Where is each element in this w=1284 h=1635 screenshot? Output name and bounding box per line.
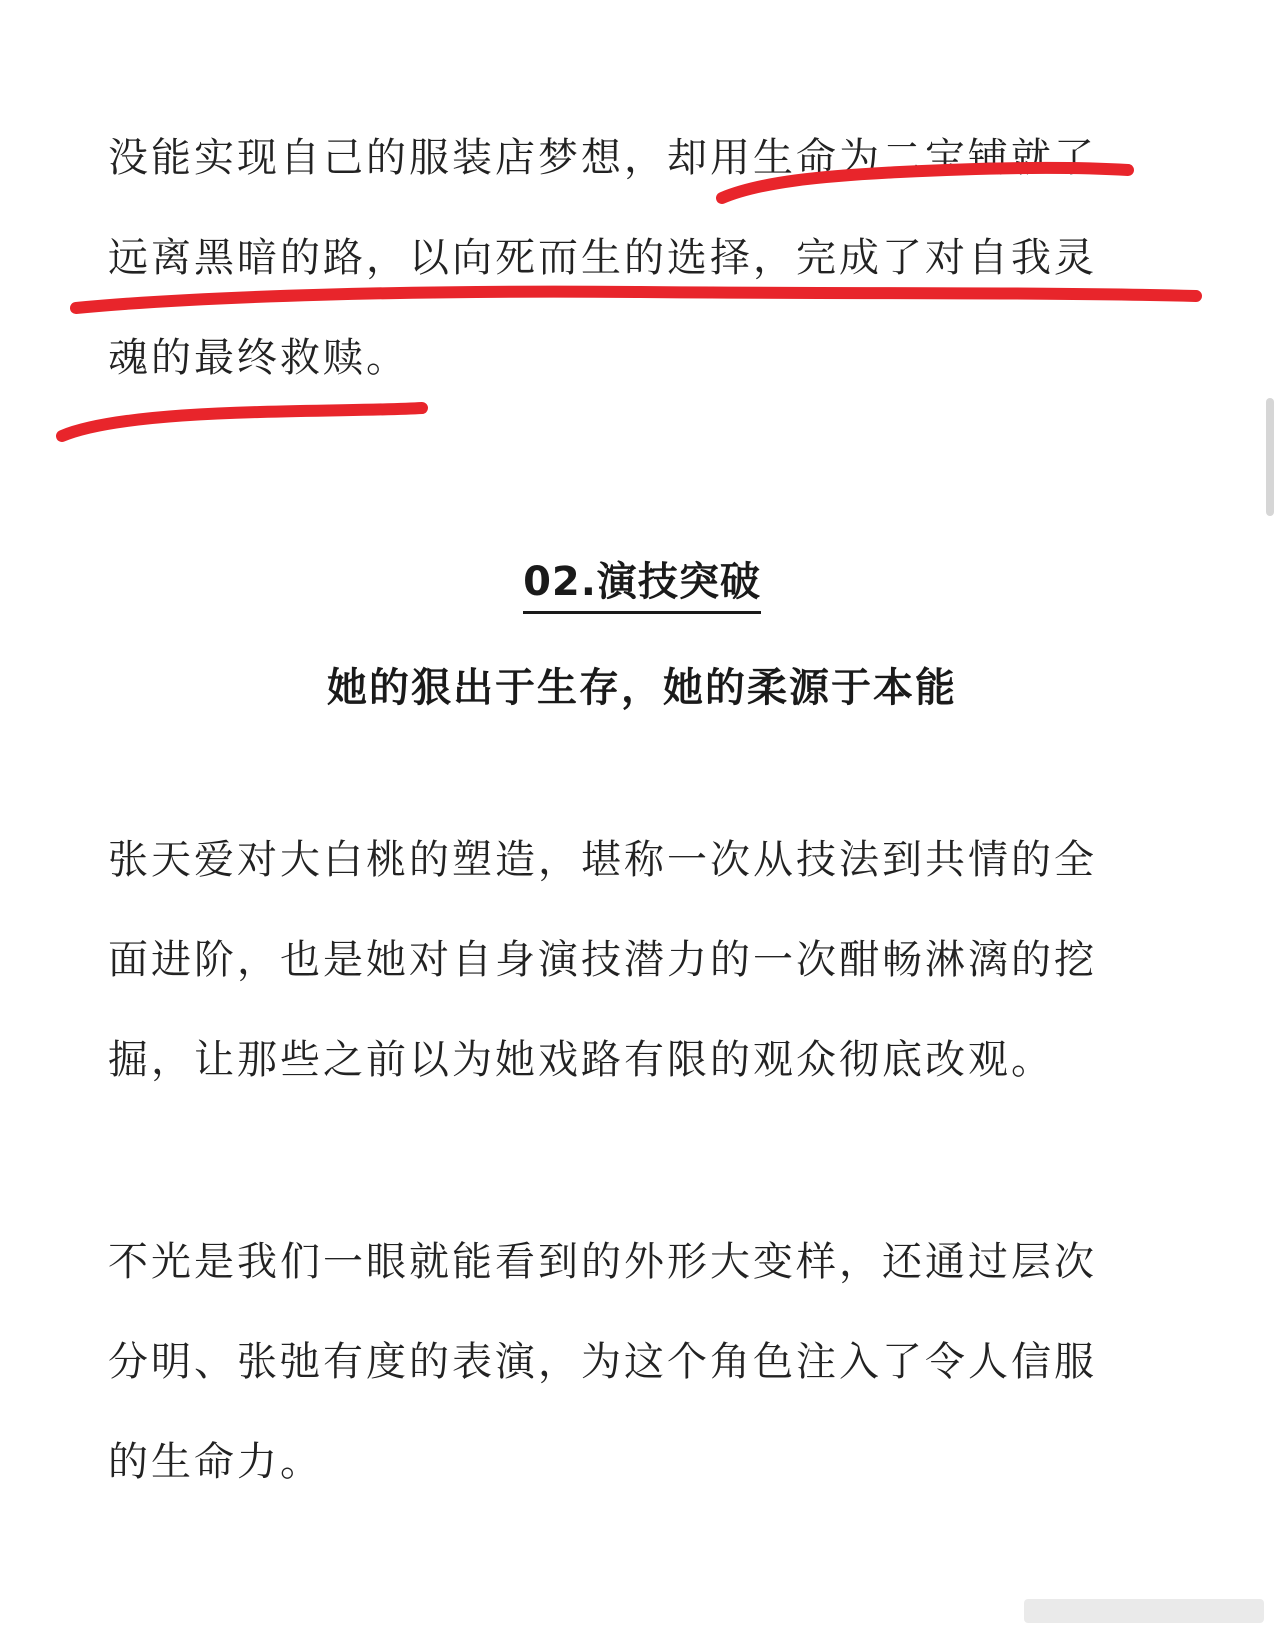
paragraph3-line-3: 的生命力。	[108, 1439, 323, 1485]
section-number-title	[0, 552, 1284, 612]
paragraph2-line-1: 张天爱对大白桃的塑造，堪称一次从技法到共情的全	[108, 837, 1097, 883]
scrollbar-thumb[interactable]	[1266, 398, 1274, 516]
paragraph2-line-3: 掘，让那些之前以为她戏路有限的观众彻底改观。	[108, 1037, 1054, 1083]
paragraph1-line-3: 魂的最终救赎。	[108, 335, 409, 381]
section-subtitle: 她的狠出于生存，她的柔源于本能	[327, 665, 957, 711]
paragraph1-line-2: 远离黑暗的路，以向死而生的选择，完成了对自我灵	[108, 235, 1097, 281]
section-number-title-text: 02.演技突破	[523, 559, 761, 614]
watermark-logo	[1024, 1591, 1264, 1631]
paragraph2-line-2: 面进阶，也是她对自身演技潜力的一次酣畅淋漓的挖	[108, 937, 1097, 983]
paragraph1-line-1: 没能实现自己的服装店梦想，却用生命为二宝铺就了	[108, 135, 1097, 181]
paragraph3-line-2: 分明、张弛有度的表演，为这个角色注入了令人信服	[108, 1339, 1097, 1385]
paragraph3-line-1: 不光是我们一眼就能看到的外形大变样，还通过层次	[108, 1239, 1097, 1285]
